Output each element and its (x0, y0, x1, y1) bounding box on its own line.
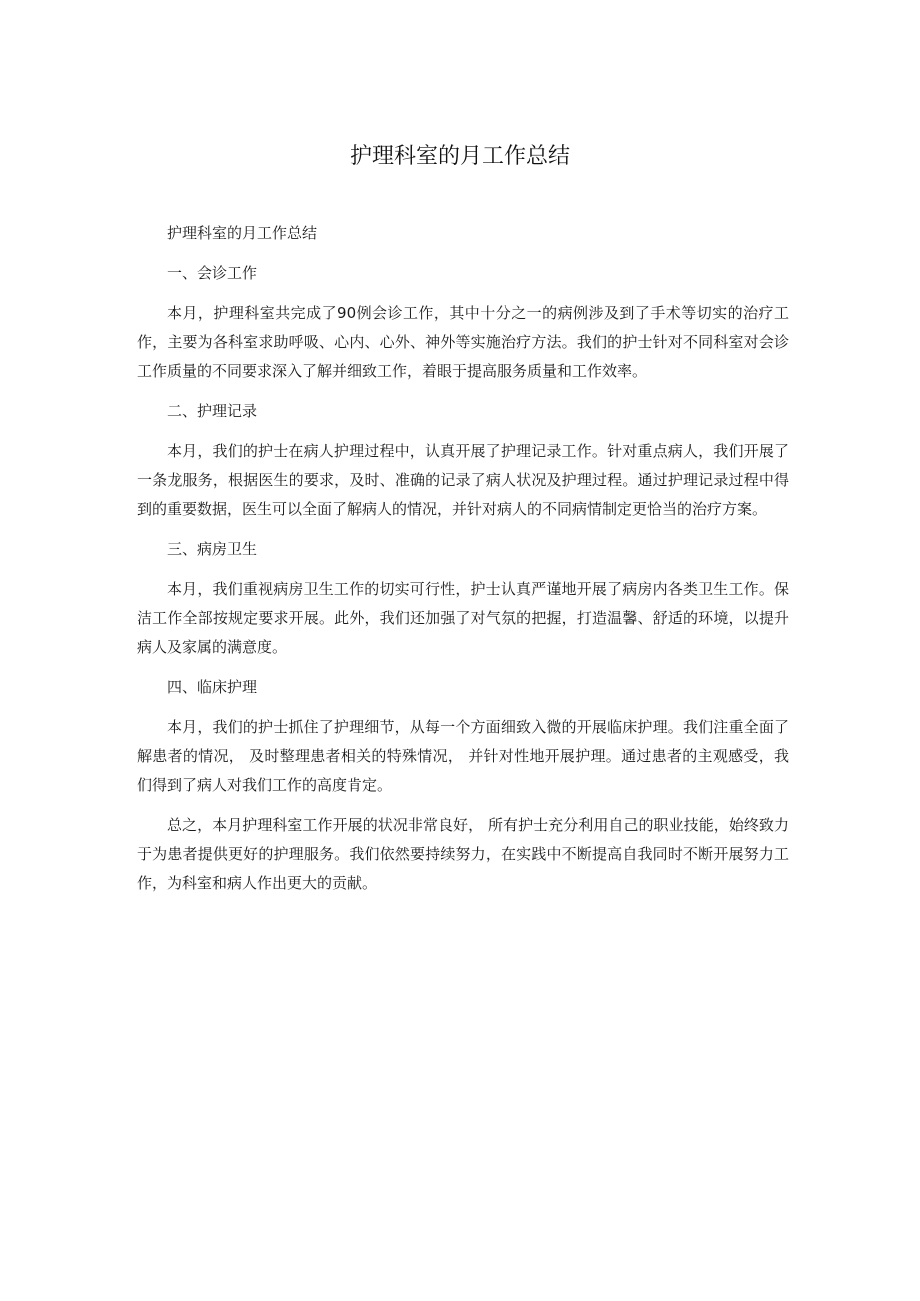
document-title: 护理科室的月工作总结 (349, 144, 570, 169)
section-heading-ward-hygiene: 三、病房卫生 (167, 540, 258, 558)
section-body-nursing-records: 本月，我们的护士在病人护理过程中，认真开展了护理记录工作。针对重点病人，我们开展了一条龙服务，根据医生的要求，及时、准确的记录了病人状况及护理过程。通过护理记录过程中得到的重要数据，医生可以全面了解病人的情况，并针对病人的不同病情制定更恰当的治疗方案。 (137, 442, 789, 518)
section-body-ward-hygiene: 本月，我们重视病房卫生工作的切实可行性，护士认真严谨地开展了病房内各类卫生工作。保洁工作全部按规定要求开展。此外，我们还加强了对气氛的把握，打造温馨、舒适的环境，以提升病人及家属的满意度。 (137, 580, 789, 656)
section-heading-clinical-nursing: 四、临床护理 (167, 678, 258, 696)
conclusion-paragraph: 总之，本月护理科室工作开展的状况非常良好， 所有护士充分利用自己的职业技能，始终致力于为患者提供更好的护理服务。我们依然要持续努力，在实践中不断提高自我同时不断开展努力工作，为科室和病人作出更大的贡献。 (137, 816, 789, 892)
section-body-clinical-nursing: 本月，我们的护士抓住了护理细节，从每一个方面细致入微的开展临床护理。我们注重全面了解患者的情况， 及时整理患者相关的特殊情况， 并针对性地开展护理。通过患者的主观感受，我们得到了病人对我们工作的高度肯定。 (137, 718, 789, 794)
document-body (137, 219, 789, 909)
section-body-consultation: 本月，护理科室共完成了90例会诊工作，其中十分之一的病例涉及到了手术等切实的治疗工作，主要为各科室求助呼吸、心内、心外、神外等实施治疗方法。我们的护士针对不同科室对会诊工作质量的不同要求深入了解并细致工作，着眼于提高服务质量和工作效率。 (137, 304, 789, 380)
section-heading-nursing-records: 二、护理记录 (167, 402, 258, 420)
section-heading-consultation: 一、会诊工作 (167, 264, 258, 282)
document-subtitle: 护理科室的月工作总结 (167, 224, 318, 242)
